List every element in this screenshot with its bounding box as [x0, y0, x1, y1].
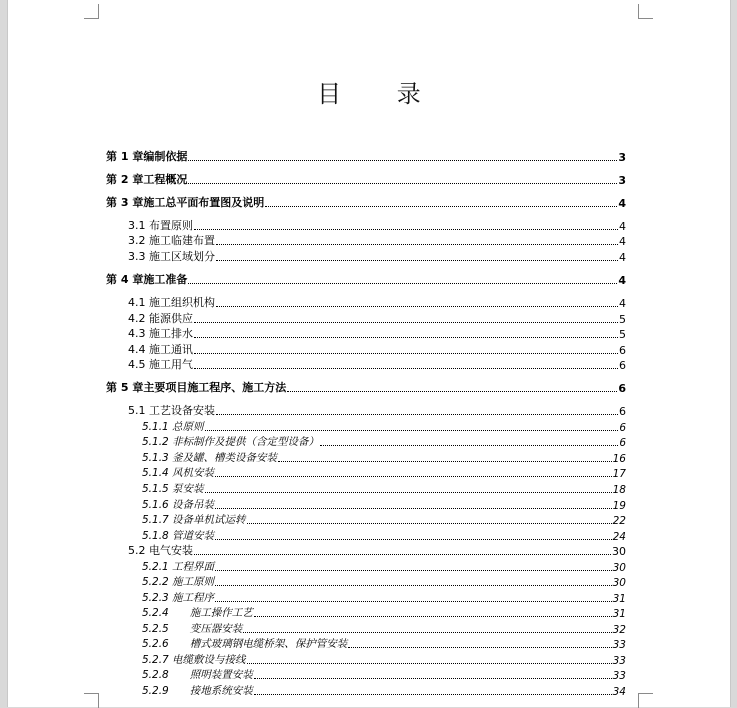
- dot-leader: [188, 160, 617, 161]
- toc-entry-label: 5.1.5 泵安装: [142, 483, 204, 495]
- toc-entry-label: 5.1.1 总原则: [142, 421, 204, 433]
- toc-entry-page-number: 6: [619, 422, 626, 434]
- toc-entry[interactable]: [106, 591, 626, 605]
- toc-entry-label: 5.2.6 槽式玻璃钢电缆桥架、保护管安装: [142, 638, 348, 650]
- toc-entry-label: 3.3 施工区域划分: [128, 250, 215, 263]
- toc-entry-page-number: 3: [618, 174, 626, 187]
- toc-entry-page-number: 18: [612, 484, 626, 496]
- dot-leader: [215, 539, 612, 540]
- toc-entry-page-number: 16: [612, 453, 626, 465]
- toc-entry[interactable]: [106, 482, 626, 496]
- toc-entry-page-number: 6: [618, 382, 626, 395]
- toc-entry[interactable]: [106, 250, 626, 264]
- toc-entry-label: 第 2 章工程概况: [106, 173, 188, 186]
- toc-entry-page-number: 31: [612, 593, 626, 605]
- dot-leader: [194, 337, 618, 338]
- toc-entry-page-number: 6: [619, 359, 626, 372]
- toc-entry[interactable]: [106, 234, 626, 248]
- toc-entry-label: 5.2.5 变压器安装: [142, 623, 243, 635]
- dot-leader: [215, 508, 612, 509]
- toc-entry[interactable]: [106, 219, 626, 233]
- toc-entry-page-number: 4: [618, 274, 626, 287]
- document-page: [7, 0, 731, 707]
- toc-entry-page-number: 5: [619, 328, 626, 341]
- toc-entry-label: 第 3 章施工总平面布置图及说明: [106, 196, 265, 209]
- toc-entry-label: 5.1.7 设备单机试运转: [142, 514, 246, 526]
- toc-entry[interactable]: [106, 653, 626, 667]
- dot-leader: [194, 554, 611, 555]
- crop-mark-top-right: [638, 4, 653, 19]
- dot-leader: [247, 523, 612, 524]
- toc-entry[interactable]: [106, 196, 626, 210]
- toc-entry-page-number: 17: [612, 468, 626, 480]
- toc-entry-label: 5.1.3 釜及罐、槽类设备安装: [142, 452, 278, 464]
- dot-leader: [265, 206, 617, 207]
- toc-entry-page-number: 6: [619, 344, 626, 357]
- dot-leader: [188, 283, 617, 284]
- toc-entry-page-number: 3: [618, 151, 626, 164]
- dot-leader: [216, 260, 618, 261]
- dot-leader: [205, 492, 612, 493]
- toc-entry-label: 5.2.7 电缆敷设与接线: [142, 654, 246, 666]
- dot-leader: [254, 678, 612, 679]
- toc-entry-label: 4.2 能源供应: [128, 312, 193, 325]
- dot-leader: [247, 663, 612, 664]
- toc-entry-label: 第 4 章施工准备: [106, 273, 188, 286]
- toc-entry[interactable]: [106, 529, 626, 543]
- toc-entry[interactable]: [106, 358, 626, 372]
- toc-entry[interactable]: [106, 498, 626, 512]
- toc-entry-label: 5.1.2 非标制作及提供（含定型设备）: [142, 436, 320, 448]
- dot-leader: [194, 368, 618, 369]
- dot-leader: [216, 244, 618, 245]
- toc-entry-label: 5.1.8 管道安装: [142, 530, 215, 542]
- toc-entry-page-number: 4: [618, 197, 626, 210]
- dot-leader: [188, 183, 617, 184]
- toc-entry[interactable]: [106, 296, 626, 310]
- toc-entry-page-number: 32: [612, 624, 626, 636]
- dot-leader: [216, 306, 618, 307]
- toc-entry-page-number: 4: [619, 251, 626, 264]
- toc-entry[interactable]: [106, 637, 626, 651]
- crop-mark-top-left: [84, 4, 99, 19]
- dot-leader: [215, 601, 612, 602]
- toc-entry-page-number: 33: [612, 639, 626, 651]
- crop-mark-bottom-left: [84, 693, 99, 708]
- toc-entry-page-number: 30: [612, 562, 626, 574]
- dot-leader: [243, 632, 611, 633]
- toc-entry-label: 5.2 电气安装: [128, 544, 193, 557]
- dot-leader: [254, 694, 612, 695]
- toc-entry-page-number: 31: [612, 608, 626, 620]
- toc-entry-label: 3.1 布置原则: [128, 219, 193, 232]
- toc-entry[interactable]: [106, 575, 626, 589]
- dot-leader: [215, 570, 612, 571]
- toc-entry-label: 4.1 施工组织机构: [128, 296, 215, 309]
- toc-title: 目 录: [317, 80, 445, 108]
- toc-entry[interactable]: [106, 451, 626, 465]
- dot-leader: [254, 616, 612, 617]
- toc-entry[interactable]: [106, 381, 626, 395]
- toc-entry[interactable]: [106, 622, 626, 636]
- toc-entry-page-number: 4: [619, 220, 626, 233]
- dot-leader: [216, 414, 618, 415]
- toc-entry-label: 5.2.2 施工原则: [142, 576, 215, 588]
- dot-leader: [320, 445, 618, 446]
- toc-entry[interactable]: [106, 544, 626, 558]
- toc-entry-label: 5.2.9 接地系统安装: [142, 685, 253, 697]
- toc-entry-page-number: 34: [612, 686, 626, 698]
- toc-entry[interactable]: [106, 327, 626, 341]
- toc-entry[interactable]: [106, 173, 626, 187]
- toc-entry-page-number: 33: [612, 670, 626, 682]
- toc-entry-label: 5.1.6 设备吊装: [142, 499, 215, 511]
- toc-entry-page-number: 6: [619, 405, 626, 418]
- toc-entry-label: 4.5 施工用气: [128, 358, 193, 371]
- toc-entry-label: 5.2.3 施工程序: [142, 592, 215, 604]
- toc-entry-label: 5.2.4 施工操作工艺: [142, 607, 253, 619]
- toc-entry[interactable]: [106, 435, 626, 449]
- toc-entry[interactable]: [106, 312, 626, 326]
- toc-entry[interactable]: [106, 420, 626, 434]
- toc-entry-label: 4.4 施工通讯: [128, 343, 193, 356]
- dot-leader: [215, 585, 612, 586]
- toc-entry-page-number: 19: [612, 500, 626, 512]
- toc-entry-page-number: 30: [612, 545, 626, 558]
- toc-entry[interactable]: [106, 606, 626, 620]
- toc-entry[interactable]: [106, 273, 626, 287]
- toc-entry-page-number: 30: [612, 577, 626, 589]
- toc-entry-label: 5.2.1 工程界面: [142, 561, 215, 573]
- toc-entry-page-number: 4: [619, 297, 626, 310]
- toc-entry-page-number: 4: [619, 235, 626, 248]
- toc-entry[interactable]: [106, 466, 626, 480]
- dot-leader: [215, 476, 612, 477]
- toc-entry-label: 第 1 章编制依据: [106, 150, 188, 163]
- toc-entry-label: 5.2.8 照明装置安装: [142, 669, 253, 681]
- toc-entry-page-number: 24: [612, 531, 626, 543]
- toc-entry-label: 5.1 工艺设备安装: [128, 404, 215, 417]
- toc-entry[interactable]: [106, 668, 626, 682]
- dot-leader: [194, 229, 618, 230]
- toc-entry[interactable]: [106, 343, 626, 357]
- dot-leader: [278, 461, 612, 462]
- toc-entry-page-number: 33: [612, 655, 626, 667]
- toc-entry-label: 5.1.4 风机安装: [142, 467, 215, 479]
- dot-leader: [205, 430, 619, 431]
- toc-entry-page-number: 22: [612, 515, 626, 527]
- crop-mark-bottom-right: [638, 693, 653, 708]
- toc-entry-label: 第 5 章主要项目施工程序、施工方法: [106, 381, 287, 394]
- toc-entry[interactable]: [106, 513, 626, 527]
- toc-entry[interactable]: [106, 404, 626, 418]
- toc-entry-label: 4.3 施工排水: [128, 327, 193, 340]
- dot-leader: [348, 647, 611, 648]
- toc-entry[interactable]: [106, 560, 626, 574]
- toc-entry[interactable]: [106, 684, 626, 698]
- dot-leader: [194, 322, 618, 323]
- toc-entry-label: 3.2 施工临建布置: [128, 234, 215, 247]
- dot-leader: [287, 391, 617, 392]
- dot-leader: [194, 353, 618, 354]
- toc-entry-page-number: 6: [619, 437, 626, 449]
- toc-entry[interactable]: [106, 150, 626, 164]
- toc-entry-page-number: 5: [619, 313, 626, 326]
